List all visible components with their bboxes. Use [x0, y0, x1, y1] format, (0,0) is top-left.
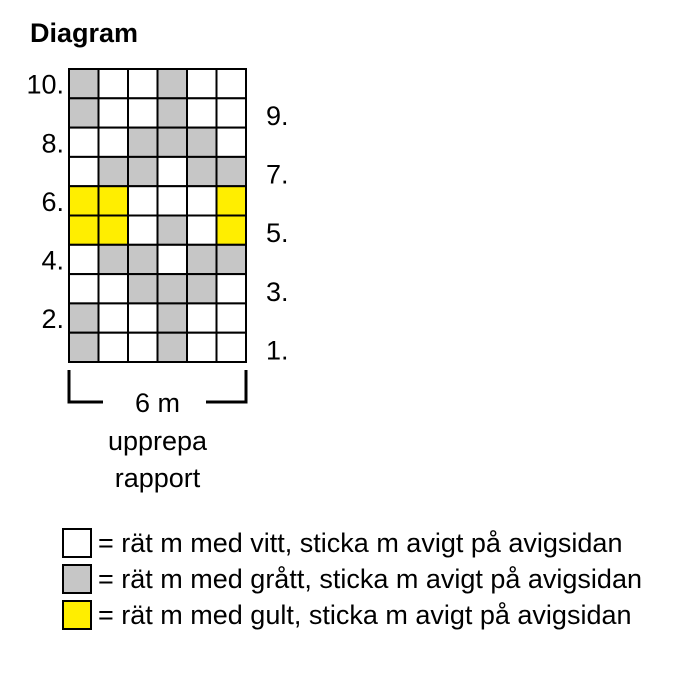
chart-cell	[158, 245, 188, 274]
chart-cell	[69, 128, 99, 157]
chart-cell	[158, 333, 188, 362]
chart-cell	[128, 186, 158, 215]
row-label-left: 8.	[41, 128, 64, 159]
row-label-right: 7.	[266, 159, 289, 190]
chart-cell	[99, 69, 129, 98]
chart-cell	[99, 216, 129, 245]
chart-cell	[99, 128, 129, 157]
repeat-caption: rapport	[114, 463, 201, 493]
chart-cell	[69, 69, 99, 98]
chart-cell	[217, 216, 247, 245]
row-label-left: 4.	[41, 245, 64, 276]
chart-cell	[69, 157, 99, 186]
row-label-right: 5.	[266, 218, 289, 249]
chart-cell	[69, 186, 99, 215]
yellow-swatch	[62, 600, 92, 630]
chart-cell	[187, 69, 217, 98]
chart-cell	[158, 98, 188, 127]
chart-cell	[217, 157, 247, 186]
chart-cell	[158, 216, 188, 245]
chart-cell	[217, 274, 247, 303]
chart-cell	[158, 303, 188, 332]
chart-cell	[187, 128, 217, 157]
chart-cell	[69, 303, 99, 332]
chart-cell	[158, 157, 188, 186]
chart-cell	[187, 333, 217, 362]
chart-cell	[99, 186, 129, 215]
chart-cell	[187, 216, 217, 245]
chart-cell	[217, 69, 247, 98]
chart-cell	[99, 157, 129, 186]
chart-cell	[128, 69, 158, 98]
repeat-caption: upprepa	[107, 426, 208, 456]
chart-cell	[217, 98, 247, 127]
chart-cell	[69, 216, 99, 245]
chart-cell	[99, 274, 129, 303]
chart-cell	[128, 303, 158, 332]
chart-cell	[128, 157, 158, 186]
chart-cell	[158, 69, 188, 98]
legend-text-yellow: = rät m med gult, sticka m avigt på avigsidan	[98, 599, 632, 630]
legend-item-gray	[62, 561, 642, 597]
chart-cell	[187, 157, 217, 186]
chart-cell	[69, 333, 99, 362]
white-swatch	[62, 528, 92, 558]
chart-cell	[99, 303, 129, 332]
diagram-title: Diagram	[30, 18, 139, 48]
repeat-bracket-left	[69, 370, 103, 402]
chart-cell	[69, 98, 99, 127]
legend-item-white	[62, 525, 642, 561]
row-label-left: 6.	[41, 186, 64, 217]
chart-cell	[128, 216, 158, 245]
chart-cell	[217, 333, 247, 362]
chart-cell	[187, 186, 217, 215]
chart-cell	[217, 245, 247, 274]
repeat-label: 6 m	[134, 388, 181, 418]
chart-cell	[128, 98, 158, 127]
legend-text-gray: = rät m med grått, sticka m avigt på avigsidan	[98, 563, 642, 594]
legend-text-white: = rät m med vitt, sticka m avigt på avigsidan	[98, 527, 623, 558]
chart-cell	[158, 128, 188, 157]
chart-cell	[158, 186, 188, 215]
row-label-left: 10.	[26, 69, 64, 100]
chart-cell	[69, 245, 99, 274]
chart-cell	[217, 303, 247, 332]
chart-cell	[128, 274, 158, 303]
row-label-right: 1.	[266, 335, 289, 366]
repeat-bracket-right	[206, 370, 246, 402]
chart-cell	[128, 245, 158, 274]
row-label-right: 9.	[266, 100, 289, 131]
chart-cell	[158, 274, 188, 303]
chart-cell	[187, 303, 217, 332]
chart-cell	[99, 98, 129, 127]
chart-cell	[217, 186, 247, 215]
chart-cell	[187, 98, 217, 127]
chart-cell	[217, 128, 247, 157]
gray-swatch	[62, 564, 92, 594]
legend-item-yellow	[62, 597, 642, 633]
chart-cell	[99, 245, 129, 274]
chart-cell	[128, 333, 158, 362]
row-label-left: 2.	[41, 304, 64, 335]
row-label-right: 3.	[266, 276, 289, 307]
chart-cell	[128, 128, 158, 157]
chart-cell	[69, 274, 99, 303]
legend	[62, 525, 642, 633]
chart-cell	[187, 274, 217, 303]
chart-cell	[187, 245, 217, 274]
chart-cell	[99, 333, 129, 362]
